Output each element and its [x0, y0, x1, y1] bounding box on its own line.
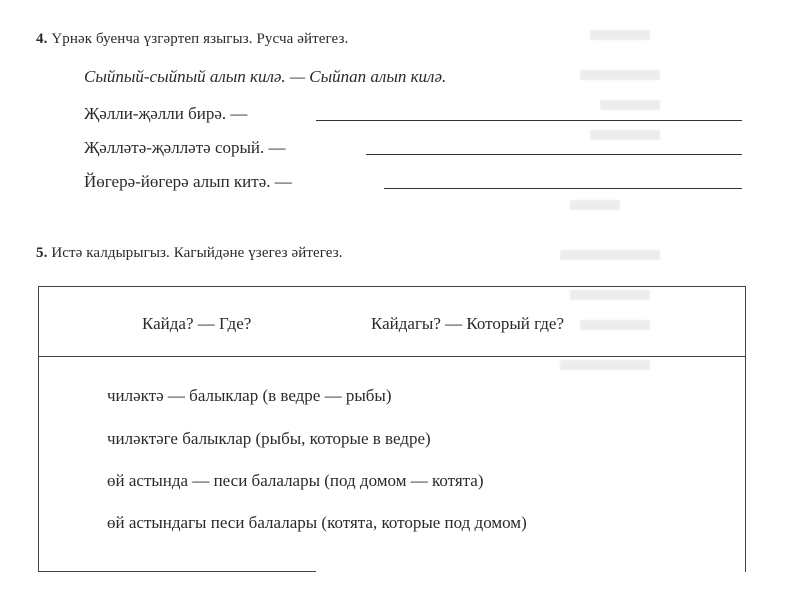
- exercise-4-answer-blank-2[interactable]: [366, 154, 742, 155]
- exercise-4-example: Сыйпый-сыйпый алып килә. — Сыйпап алып килә.: [84, 67, 447, 86]
- exercise-5-heading: [36, 245, 343, 262]
- rule-table-header-which-where: Кайдагы? — Который где?: [371, 314, 565, 333]
- exercise-4-item-3: Йөгерә-йөгерә алып китә. —: [84, 172, 292, 191]
- exercise-5-instruction: Истә калдырыгыз. Кагыйдәне үзегез әйтегез.: [51, 245, 343, 261]
- rule-table-row: өй астында — песи балалары (под домом — котята): [107, 471, 484, 490]
- exercise-4-heading: [36, 31, 348, 48]
- rule-table-bottom-border: [38, 571, 316, 572]
- rule-table-row: чиләктә — балыклар (в ведре — рыбы): [107, 386, 392, 405]
- exercise-4-answer-blank-1[interactable]: [316, 120, 742, 121]
- exercise-4-instruction: Үрнәк буенча үзгәртеп языгыз. Русча әйтегез.: [51, 31, 349, 47]
- rule-table-row: өй астындагы песи балалары (котята, которые под домом): [107, 513, 527, 532]
- exercise-4-answer-blank-3[interactable]: [384, 188, 742, 189]
- rule-table-header-divider: [38, 356, 746, 357]
- rule-table-header-where: Кайда? — Где?: [142, 314, 252, 333]
- exercise-4-item-2: Җәлләтә-җәлләтә сорый. —: [84, 138, 286, 157]
- exercise-5-number: 5.: [36, 245, 48, 261]
- exercise-4-item-1: Җәлли-җәлли бирә. —: [84, 104, 248, 123]
- exercise-4-number: 4.: [36, 31, 48, 47]
- rule-table-row: чиләктәге балыклар (рыбы, которые в ведре): [107, 429, 431, 448]
